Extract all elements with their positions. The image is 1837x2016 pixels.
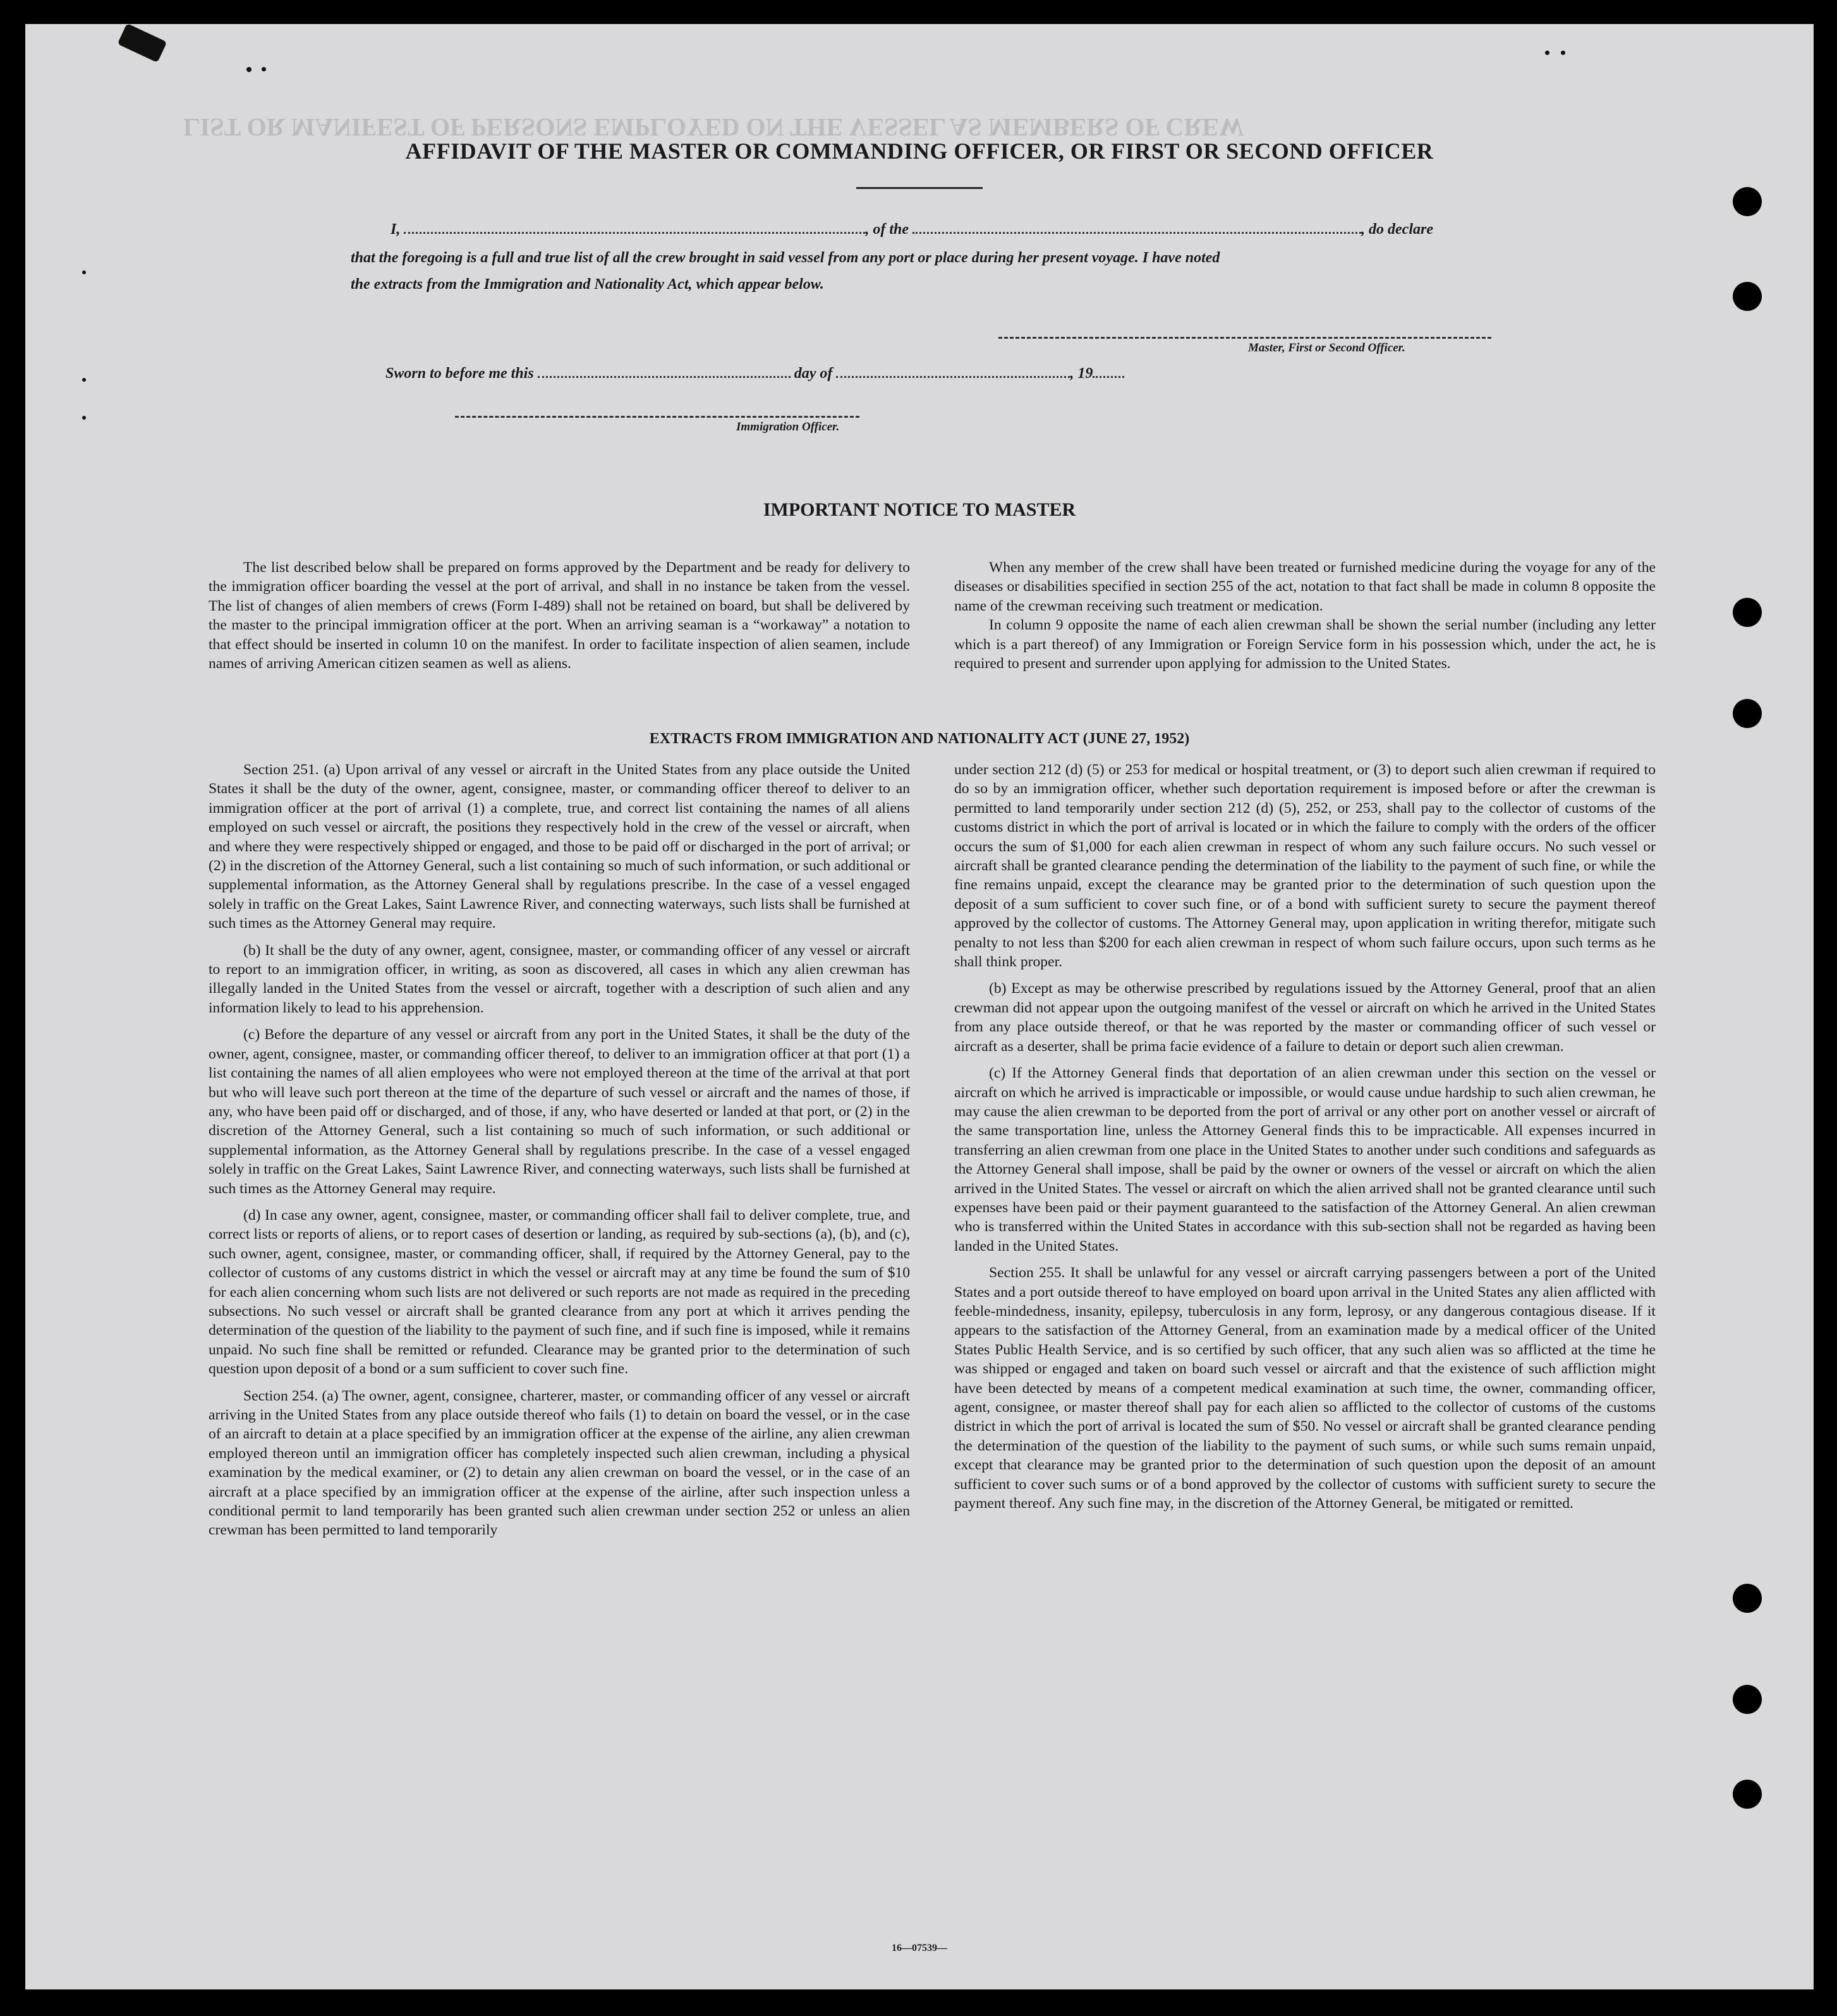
vessel-blank[interactable]	[912, 228, 1361, 234]
name-blank[interactable]	[404, 228, 865, 234]
torn-corner-mark	[118, 24, 167, 63]
notice-left-column	[209, 558, 910, 681]
of-the-label: , of the	[865, 221, 909, 238]
punch-hole	[1733, 282, 1762, 311]
edge-speck	[82, 378, 86, 382]
section-251-b: (b) It shall be the duty of any owner, agent, consignee, master, or commanding officer of any vessel or aircraft to report to an immigration officer, in writing, as soon as discovered, all cases in which any alien crewman has illegally landed in the United States from the vessel or aircraft, together with a description of such alien and any information likely to lead to his apprehension.	[209, 942, 910, 1016]
edge-speck	[246, 67, 252, 72]
section-251-a: Section 251. (a) Upon arrival of any vessel or aircraft in the United States from any place outside the United States it shall be the duty of the owner, agent, consignee, master, or commanding officer thereof to deliver to an immigration officer at the port of arrival (1) a complete, true, and correct list containing the names of all aliens employed on such vessel or aircraft, the positions they respectively hold in the crew of the vessel or aircraft, when and where they were respectively shipped or engaged, and those to be paid off or discharged in the port of arrival; or (2) in the discretion of the Attorney General, such a list containing so much of such information, or such additional or supplemental information, as the Attorney General shall by regulations prescribe. In the case of a vessel engaged solely in traffic on the Great Lakes, Saint Lawrence River, and connecting waterways, such lists shall be furnished at such times as the Attorney General may require.	[209, 762, 910, 932]
do-declare-label: , do declare	[1361, 221, 1433, 238]
sworn-day-blank[interactable]	[538, 372, 791, 378]
form-code: 16—07539—	[892, 1943, 947, 1953]
section-254-b: (b) Except as may be otherwise prescribed by regulations issued by the Attorney General, proof that an alien crewman did not appear upon the outgoing manifest of the vessel or aircraft on which he arrived in the United States from any place outside thereof, or that he was reported by the master or commanding officer of such vessel or aircraft as a deserter, shall be prima facie evidence of a failure to detain or deport such alien crewman.	[954, 980, 1656, 1055]
punch-hole	[1733, 187, 1762, 216]
section-251-d: (d) In case any owner, agent, consignee, master, or commanding officer shall fail to deliver complete, true, and correct lists or reports of aliens, or to report cases of desertion or landing, as required by sub-sections (a), (b), and (c), such owner, agent, consignee, master, or commanding officer, shall, if required by the Attorney General, pay to the collector of customs of any customs district in which the vessel or aircraft may at any time be found the sum of $10 for each alien concerning whom such lists are not delivered or such reports are not made as required in the preceding subsections. No such vessel or aircraft shall be granted clearance from any port at which it arrives pending the determination of the question of the liability to the payment of such fine, and if such fine is imposed, while it remains unpaid. No such fine shall be remitted or refunded. Clearance may be granted prior to the determination of such question upon deposit of a bond or a sum sufficient to cover such fine.	[209, 1206, 910, 1378]
punch-hole	[1733, 1584, 1762, 1613]
master-caption: Master, First or Second Officer.	[1248, 341, 1405, 355]
sworn-line	[385, 365, 1124, 382]
declaration-line-3: the extracts from the Immigration and Nationality Act, which appear below.	[351, 276, 824, 293]
sworn-month-blank[interactable]	[836, 372, 1070, 378]
section-254-a: Section 254. (a) The owner, agent, consignee, charterer, master, or commanding officer of any vessel or aircraft arriving in the United States from any place outside thereof who fails (1) to detain on board the vessel, or in the case of an aircraft to detain at a place specified by an immigration officer at the expense of the airline, any alien crewman employed thereon until an immigration officer has completely inspected such alien crewman, including a physical examination by the medical examiner, or (2) to detain any alien crewman on board the vessel, or in the case of an aircraft at a place specified by an immigration officer at the expense of the airline, after such inspection unless a conditional permit to land temporarily has been granted such alien crewman under section 252 or unless an alien crewman has been permitted to land temporarily	[209, 1387, 910, 1539]
edge-speck	[1561, 51, 1565, 55]
sworn-label: Sworn to before me this	[385, 365, 534, 382]
notice-right-text-2: In column 9 opposite the name of each alien crewman shall be shown the serial number (including any letter which is a part thereof) of any Immigration or Foreign Service form in his possession which, under the act, he is required to present and surrender upon applying for admission to the United States.	[954, 617, 1656, 672]
punch-hole	[1733, 1685, 1762, 1714]
edge-speck	[262, 67, 266, 71]
punch-hole	[1733, 1780, 1762, 1809]
edge-speck	[82, 416, 86, 420]
notice-title: IMPORTANT NOTICE TO MASTER	[763, 499, 1076, 520]
edge-speck	[82, 270, 86, 274]
affidavit-title: AFFIDAVIT OF THE MASTER OR COMMANDING OFFICER, OR FIRST OR SECOND OFFICER	[405, 138, 1434, 164]
notice-right-column	[954, 558, 1656, 681]
document-page	[25, 24, 1814, 1989]
notice-right-text-1: When any member of the crew shall have been treated or furnished medicine during the voyage for any of the diseases or disabilities specified in section 255 of the act, notation to that fact shall be made in column 8 opposite the name of the crewman receiving such treatment or medication.	[954, 559, 1656, 614]
section-254-c: (c) If the Attorney General finds that deportation of an alien crewman under this section on the vessel or aircraft on which he arrived is impracticable or impossible, or would cause undue hardship to such alien crewman, he may cause the alien crewman to be deported from the port of arrival or any other port on another vessel or aircraft of the same transportation line, unless the Attorney General finds this to be impracticable. All expenses incurred in transferring an alien crewman from one place in the United States to another under such conditions and safeguards as the Attorney General shall impose, shall be paid by the owner or owners of the vessel or aircraft on which the alien arrived in the United States. The vessel or aircraft on which the alien arrived shall not be granted clearance until such expenses have been paid or their payment guaranteed to the satisfaction of the Attorney General. An alien crewman who is transferred within the United States in accordance with this sub-section shall not be regarded as having been landed in the United States.	[954, 1065, 1656, 1254]
edge-speck	[1545, 51, 1549, 55]
i-label: I,	[391, 221, 401, 238]
section-254-a-continued: under section 212 (d) (5) or 253 for medical or hospital treatment, or (3) to deport such alien crewman if required to do so by an immigration officer, whether such deportation requirement is imposed before or after the crewman is permitted to land temporarily under section 212 (d) (5), 252, or 253, shall pay to the collector of customs of the customs district in which the port of arrival is located or in which the failure to comply with the orders of the officer occurs the sum of $1,000 for each alien crewman in respect of whom any such failure occurs. No such vessel or aircraft shall be granted clearance pending the determination of the liability to the payment of such fine, or while the fine remains unpaid, except the clearance may be granted prior to the determination of such question upon the deposit of a sum sufficient to cover such fine, or of a bond with sufficient surety to secure the payment thereof approved by the collector of customs. The Attorney General may, upon application in writing therefor, mitigate such penalty to not less than $200 for each alien crewman in respect of whom such failure occurs, upon such terms as he shall think proper.	[954, 762, 1656, 971]
extracts-left-column	[209, 760, 910, 1548]
year-prefix: , 19	[1070, 365, 1093, 382]
extracts-right-column	[954, 760, 1656, 1521]
section-255: Section 255. It shall be unlawful for any vessel or aircraft carrying passengers between a port of the United States and a port outside thereof to have employed on board upon arrival in the United States any alien afflicted with feeble-mindedness, insanity, epilepsy, tuberculosis in any form, leprosy, or any dangerous contagious disease. If it appears to the satisfaction of the Attorney General, from an examination made by a medical officer of the United States Public Health Service, and is so certified by such officer, that any such alien was so afflicted at the time he was shipped or engaged and taken on board such vessel or aircraft and that the existence of such affliction might have been detected by means of a competent medical examination at such time, the owner, commanding officer, agent, consignee, or master thereof shall pay for each alien so afflicted to the collector of customs of the customs district in which the port of arrival is located the sum of $50. No vessel or aircraft shall be granted clearance pending the determination of the question of the liability to the payment of such sums, or while such sums remain unpaid, except that clearance may be granted prior to the determination of such question upon the deposit of an amount sufficient to cover such sums or of a bond approved by the collector of customs with sufficient surety to secure the payment thereof. Any such fine may, in the discretion of the Attorney General, be mitigated or remitted.	[954, 1265, 1656, 1512]
notice-left-text: The list described below shall be prepared on forms approved by the Department and be ready for delivery to the immigration officer boarding the vessel at the port of arrival, and shall in no instance be taken from the vessel. The list of changes of alien members of crews (Form I-489) shall not be retained on board, but shall be delivered by the master to the principal immigration officer at the port. When an arriving seaman is a “workaway” a notation to that effect should be inserted in column 10 on the manifest. In order to facilitate inspection of alien seamen, include names of arriving American citizen seamen as well as aliens.	[209, 559, 910, 672]
master-signature-line[interactable]	[998, 337, 1491, 339]
sworn-year-blank[interactable]	[1093, 372, 1124, 378]
officer-signature-line[interactable]	[455, 416, 859, 418]
title-underline	[856, 187, 983, 189]
section-251-c: (c) Before the departure of any vessel or aircraft from any port in the United States, it shall be the duty of the owner, agent, consignee, master, or commanding officer thereof, to deliver to an immigration officer at that port (1) a list containing the names of all alien employees who were not employed thereon at the time of the arrival at that port but who will leave such port thereon at the time of the departure of such vessel or aircraft and the names of those, if any, who have been paid off or discharged, and of those, if any, who have deserted or landed at that port, or (2) in the discretion of the Attorney General, such a list containing so much of such information, or such additional or supplemental information, as the Attorney General shall by regulations prescribe. In the case of a vessel engaged solely in traffic on the Great Lakes, Saint Lawrence River, and connecting waterways, such lists shall be furnished at such times as the Attorney General may require.	[209, 1026, 910, 1197]
day-of-label: day of	[794, 365, 833, 382]
declaration-line-2: that the foregoing is a full and true list of all the crew brought in said vessel from any port or place during her present voyage. I have noted	[351, 250, 1220, 266]
extracts-title: EXTRACTS FROM IMMIGRATION AND NATIONALITY ACT (JUNE 27, 1952)	[649, 731, 1190, 747]
declaration-line	[391, 221, 1515, 238]
officer-caption: Immigration Officer.	[736, 420, 840, 434]
bleed-through: LIST OR MANIFEST OF PERSONS EMPLOYED ON THE VESSEL AS MEMBERS OF CREW	[183, 113, 1244, 142]
punch-hole	[1733, 598, 1762, 627]
punch-hole	[1733, 699, 1762, 728]
